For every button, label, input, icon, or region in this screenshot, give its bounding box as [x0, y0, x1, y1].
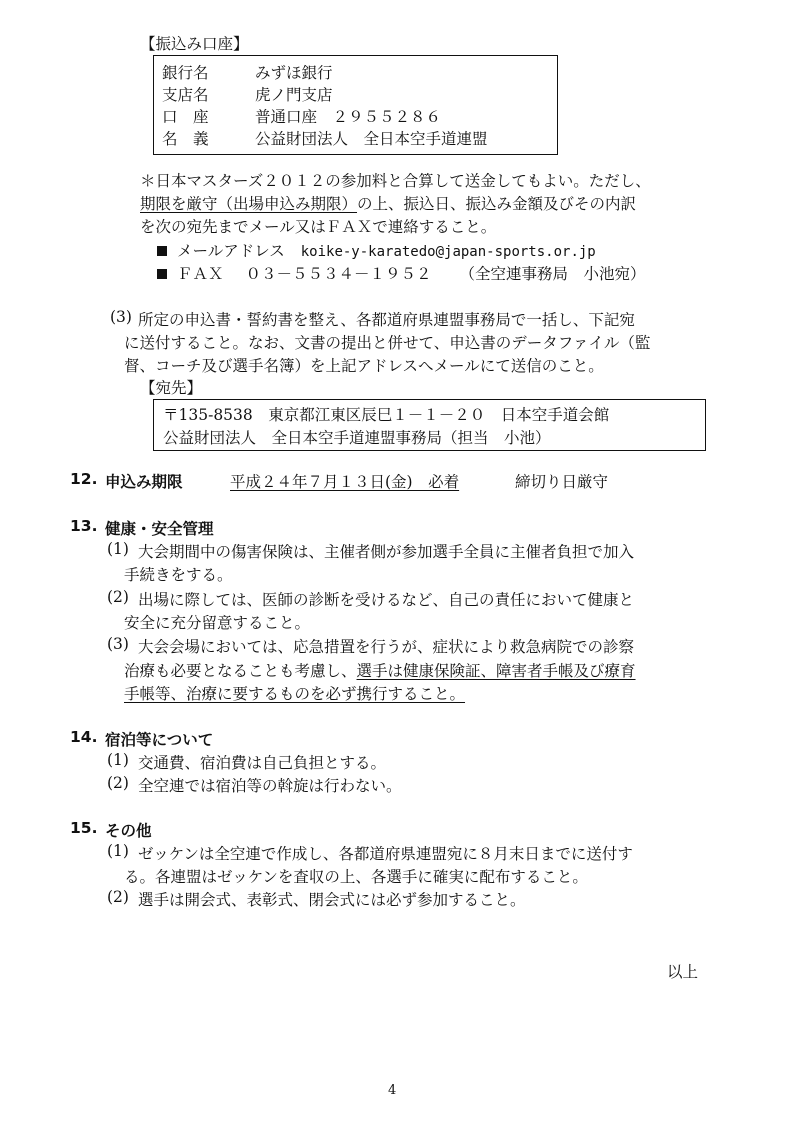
sec14-item2-num: (2)	[107, 774, 129, 792]
sec15-item1-line2: る。各連盟はゼッケンを査収の上、各選手に確実に配布すること。	[124, 868, 588, 886]
sec13-title: 健康・安全管理	[105, 520, 214, 538]
atesaki-heading: 【宛先】	[140, 379, 203, 397]
sec13-item2-line2: 安全に充分留意すること。	[124, 614, 311, 632]
square-bullet-icon	[157, 269, 167, 279]
note-line3: を次の宛先までメール又はＦＡＸで連絡すること。	[140, 218, 497, 236]
sec13-item3-line3: 手帳等、治療に要するものを必ず携行すること。	[124, 685, 466, 703]
sec15-item2-num: (2)	[107, 888, 129, 906]
email-line: メールアドレス koike-y-karatedo@japan-sports.or.jp	[157, 239, 596, 261]
sec14-num: 14.	[70, 728, 98, 746]
atesaki-line1: 〒135-8538 東京都江東区辰巳１－１－２０ 日本空手道会館	[163, 406, 610, 424]
furikomi-row-bank: 銀行名 みずほ銀行	[162, 64, 333, 82]
sec13-item1-num: (1)	[107, 540, 129, 558]
atesaki-line2: 公益財団法人 全日本空手道連盟事務局（担当 小池）	[163, 429, 551, 447]
sec15-title: その他	[105, 822, 152, 840]
note-line2: 期限を厳守（出場申込み期限）の上、振込日、振込み金額及びその内訳	[140, 195, 637, 213]
sec12-date: 平成２４年７月１３日(金) 必着	[230, 473, 460, 491]
insurance-emphasis: 選手は健康保険証、障害者手帳及び療育	[356, 662, 636, 680]
square-bullet-icon	[157, 246, 167, 256]
closing-ijou: 以上	[667, 963, 699, 981]
item3-line3: 督、コーチ及び選手名簿）を上記アドレスへメールにて送信のこと。	[124, 357, 604, 375]
sec14-item1-num: (1)	[107, 751, 129, 769]
note-line1: ＊日本マスターズ２０１２の参加料と合算して送金してもよい。ただし、	[140, 172, 651, 190]
sec14-item1-text: 交通費、宿泊費は自己負担とする。	[138, 754, 387, 772]
sec13-item1-line2: 手続きをする。	[124, 566, 233, 584]
sec12-title: 申込み期限	[105, 473, 183, 491]
sec15-item1-num: (1)	[107, 842, 129, 860]
atesaki-box	[153, 399, 706, 451]
item3-line1: 所定の申込書・誓約書を整え、各都道府県連盟事務局で一括し、下記宛	[138, 311, 635, 329]
sec12-num: 12.	[70, 470, 98, 488]
deadline-emphasis: 期限を厳守（出場申込み期限）	[140, 195, 358, 213]
sec15-num: 15.	[70, 819, 98, 837]
item3-line2: に送付すること。なお、文書の提出と併せて、申込書のデータファイル（監	[124, 334, 651, 352]
furikomi-row-branch: 支店名 虎ノ門支店	[162, 86, 333, 104]
sec15-item2-line1: 選手は開会式、表彰式、閉会式には必ず参加すること。	[138, 891, 526, 909]
page-number: 4	[388, 1083, 397, 1098]
sec15-item1-line1: ゼッケンは全空連で作成し、各都道府県連盟宛に８月末日までに送付す	[138, 845, 633, 863]
sec13-item3-line1: 大会会場においては、応急措置を行うが、症状により救急病院での診察	[138, 638, 635, 656]
sec14-item2-text: 全空連では宿泊等の斡旋は行わない。	[138, 777, 402, 795]
fax-number: ０３－５５３４－１９５２	[245, 265, 432, 283]
furikomi-heading: 【振込み口座】	[140, 35, 249, 53]
sec13-item1-line1: 大会期間中の傷害保険は、主催者側が参加選手全員に主催者負担で加入	[138, 543, 635, 561]
sec13-item3-num: (3)	[107, 635, 129, 653]
sec14-title: 宿泊等について	[105, 731, 214, 749]
sec13-item3-line2: 治療も必要となることも考慮し、選手は健康保険証、障害者手帳及び療育	[124, 662, 636, 680]
item3-num: (3)	[110, 308, 132, 326]
sec12-note: 締切り日厳守	[515, 473, 609, 491]
furikomi-box	[153, 55, 558, 155]
sec13-item2-line1: 出場に際しては、医師の診断を受けるなど、自己の責任において健康と	[138, 591, 635, 609]
furikomi-row-account: 口 座 普通口座 ２９５５２８６	[162, 108, 442, 126]
furikomi-row-holder: 名 義 公益財団法人 全日本空手道連盟	[162, 130, 488, 148]
fax-line: ＦＡＸ ０３－５５３４－１９５２ （全空連事務局 小池宛）	[157, 262, 646, 284]
sec13-num: 13.	[70, 517, 98, 535]
email-address: koike-y-karatedo@japan-sports.or.jp	[300, 244, 596, 260]
sec13-item2-num: (2)	[107, 588, 129, 606]
